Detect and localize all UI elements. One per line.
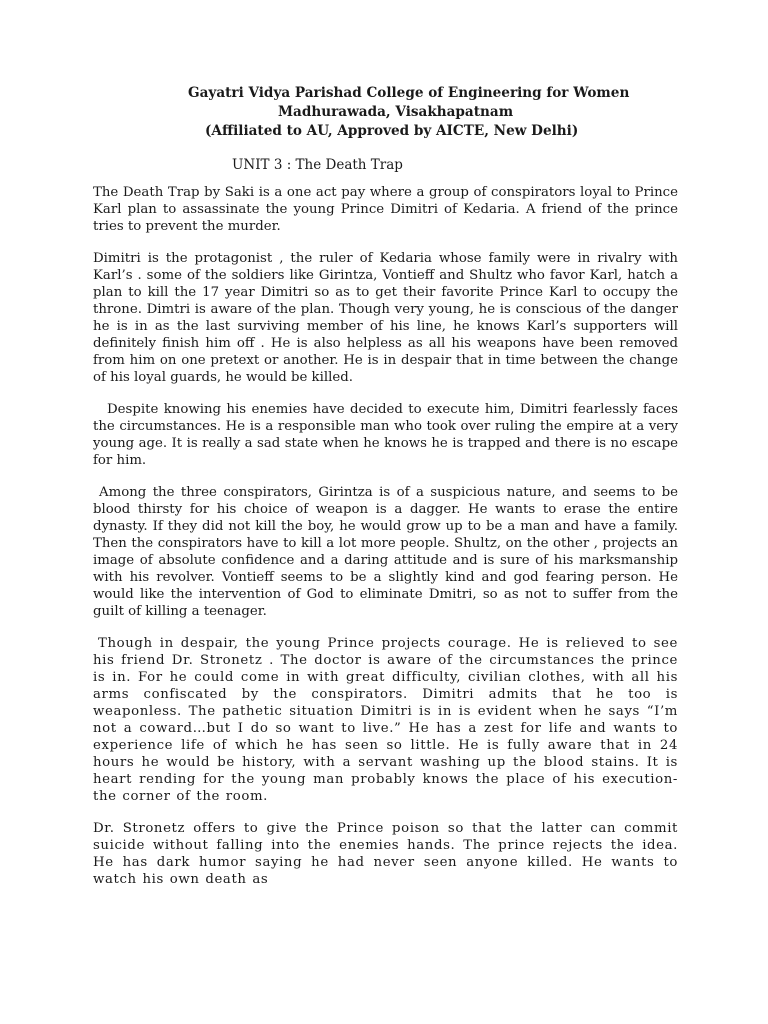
college-affiliation: (Affiliated to AU, Approved by AICTE, New Delhi): [205, 123, 579, 139]
paragraph-courage: Though in despair, the young Prince projects courage. He is relieved to see his friend Dr. Stronetz . The doctor is aware of the circumstances the prince is in. For he could come in with great difficulty, civilian clothes, with all his arms confiscated by the conspirators. Dimitri admits that he too is weaponless. The pathetic situation Dimitri is in is evident when he says “I’m not a coward…but I do so want to live.” He has a zest for life and wants to experience life of which he has seen so little. He is fully aware that in 24 hours he would be history, with a servant washing up the blood stains. It is heart rending for the young man probably knows the place of his execution- the corner of the room.: [93, 636, 678, 804]
unit-title: UNIT 3 : The Death Trap: [232, 157, 403, 173]
document-body: [93, 184, 678, 888]
paragraph-poison: Dr. Stronetz offers to give the Prince poison so that the latter can commit suicide without falling into the enemies hands. The prince rejects the idea. He has dark humor saying he had never seen anyone killed. He wants to watch his own death as: [93, 821, 678, 887]
college-header: [0, 84, 768, 141]
college-name: Gayatri Vidya Parishad College of Engineering for Women: [188, 85, 630, 101]
paragraph-dimitri: Dimitri is the protagonist , the ruler of Kedaria whose family were in rivalry with Karl’s . some of the soldiers like Girintza, Vontieff and Shultz who favor Karl, hatch a plan to kill the 17 year Dimitri so as to get their favorite Prince Karl to occupy the throne. Dimtri is aware of the plan. Though very young, he is conscious of the danger he is in as the last surviving member of his line, he knows Karl’s supporters will definitely finish him off . He is also helpless as all his weapons have been removed from him on one pretext or another. He is in despair that in time between the change of his loyal guards, he would be killed.: [93, 251, 678, 385]
college-location: Madhurawada, Visakhapatnam: [278, 104, 514, 120]
paragraph-fearless: Despite knowing his enemies have decided to execute him, Dimitri fearlessly faces the circumstances. He is a responsible man who took over ruling the empire at a very young age. It is really a sad state when he knows he is trapped and there is no escape for him.: [93, 402, 678, 468]
paragraph-intro: The Death Trap by Saki is a one act pay where a group of conspirators loyal to Prince Karl plan to assassinate the young Prince Dimitri of Kedaria. A friend of the prince tries to prevent the murder.: [93, 185, 678, 234]
paragraph-conspirators: Among the three conspirators, Girintza is of a suspicious nature, and seems to be blood thirsty for his choice of weapon is a dagger. He wants to erase the entire dynasty. If they did not kill the boy, he would grow up to be a man and have a family. Then the conspirators have to kill a lot more people. Shultz, on the other , projects an image of absolute confidence and a daring attitude and is sure of his marksmanship with his revolver. Vontieff seems to be a slightly kind and god fearing person. He would like the intervention of God to eliminate Dmitri, so as not to suffer from the guilt of killing a teenager.: [93, 485, 678, 619]
